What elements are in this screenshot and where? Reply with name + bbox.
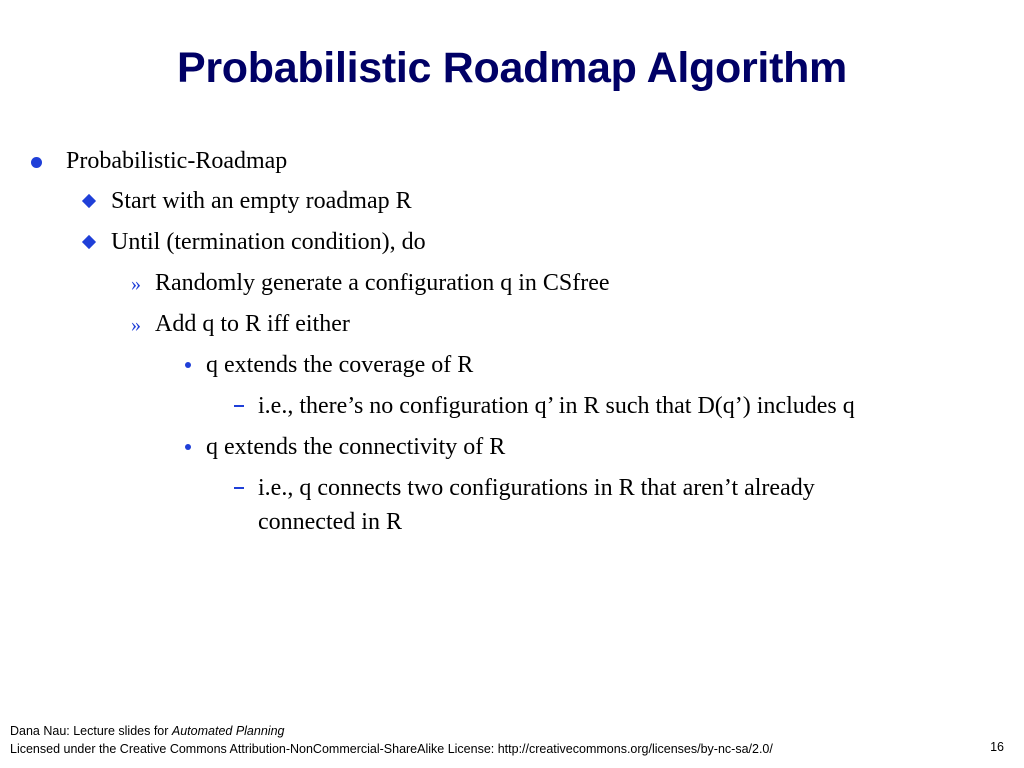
bullet-level3-add: Add q to R iff either: [155, 311, 350, 337]
diamond-bullet-icon: [82, 194, 96, 208]
raquo-bullet-icon: »: [131, 314, 141, 336]
dash-bullet-icon: [234, 405, 244, 407]
bullet-level4-coverage: q extends the coverage of R: [206, 352, 474, 378]
dash-bullet-icon: [234, 487, 244, 489]
small-dot-bullet-icon: [185, 444, 191, 450]
footer-credit-prefix: Dana Nau: Lecture slides for: [10, 724, 172, 738]
bullet-level1: Probabilistic-Roadmap: [66, 148, 288, 174]
footer-license: Licensed under the Creative Commons Attribution-NonCommercial-ShareAlike License: http://creativecommons.org/licenses/by-nc-sa/2.0/: [10, 742, 773, 756]
footer-book-title: Automated Planning: [171, 724, 285, 738]
diamond-bullet-icon: [82, 235, 96, 249]
small-dot-bullet-icon: [185, 362, 191, 368]
bullet-level2-start: Start with an empty roadmap R: [111, 188, 412, 214]
bullet-level4-connectivity: q extends the connectivity of R: [206, 434, 506, 460]
bullet-level3-generate: Randomly generate a configuration q in CSfree: [155, 270, 610, 296]
slide-footer: [10, 722, 773, 758]
round-bullet-icon: [31, 157, 42, 168]
bullet-level5-coverage-detail: i.e., there’s no configuration q’ in R such that D(q’) includes q: [258, 393, 855, 419]
footer-credit: [10, 722, 773, 740]
bullet-level5-connectivity-detail-cont: connected in R: [258, 509, 402, 535]
raquo-bullet-icon: »: [131, 273, 141, 295]
bullet-level5-connectivity-detail: i.e., q connects two configurations in R that aren’t already: [258, 475, 815, 501]
page-number: 16: [990, 740, 1004, 754]
slide-title: Probabilistic Roadmap Algorithm: [176, 44, 847, 92]
bullet-level2-until: Until (termination condition), do: [111, 229, 426, 255]
